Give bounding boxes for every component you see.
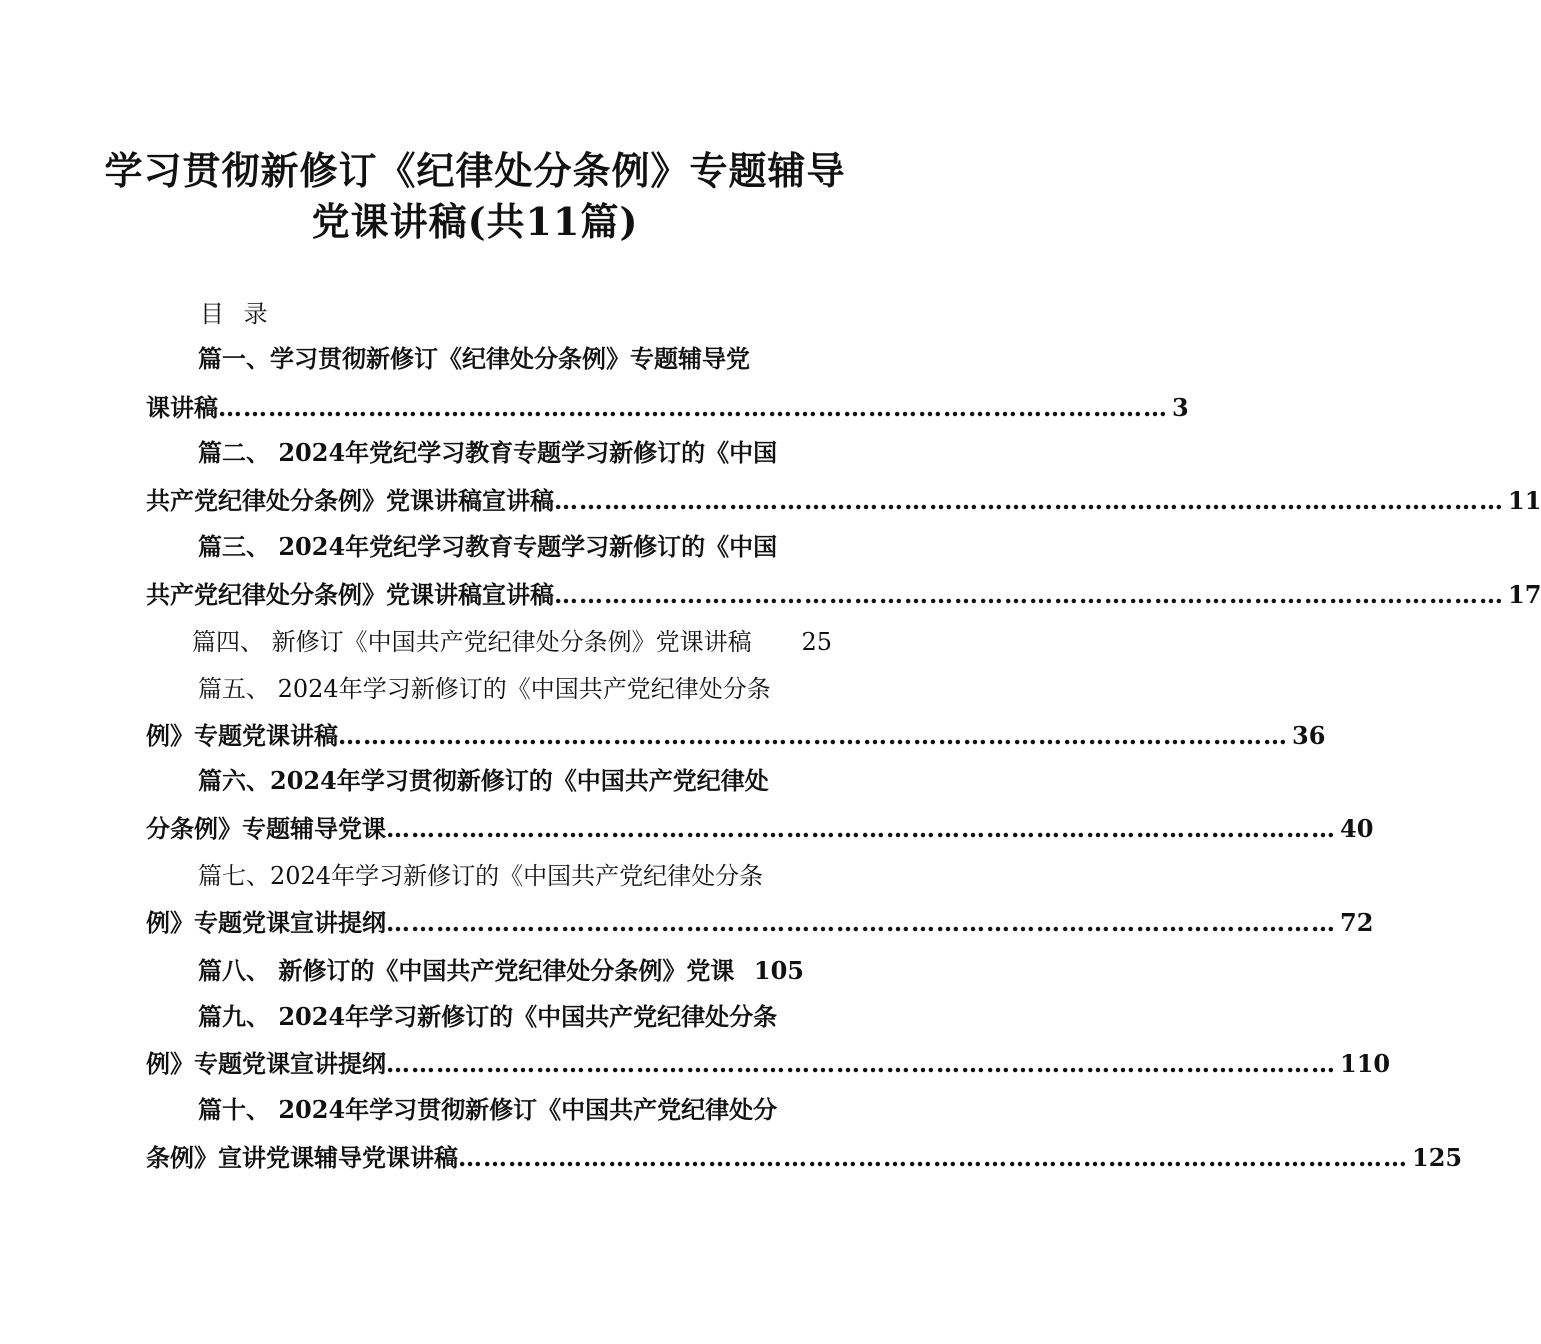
toc-entry-8[interactable]	[198, 955, 804, 987]
toc-entry-4-page: 25	[801, 628, 832, 656]
toc-entry-9-line2[interactable]	[146, 1048, 1391, 1080]
toc-entry-10-line1[interactable]: 篇十、 2024年学习贯彻新修订《中国共产党纪律处分	[198, 1095, 778, 1124]
toc-entry-6-line1[interactable]: 篇六、2024年学习贯彻新修订的《中国共产党纪律处	[198, 766, 769, 795]
toc-dot-leader: ……………………………………………………………………………………………………	[554, 486, 1504, 515]
toc-entry-9-page: 110	[1340, 1049, 1391, 1078]
toc-entry-3-line2[interactable]	[146, 579, 1541, 611]
toc-entry-10-line2[interactable]	[146, 1142, 1463, 1174]
document-title-line1: 学习贯彻新修订《纪律处分条例》专题辅导	[104, 148, 846, 193]
toc-dot-leader: ……………………………………………………………………………………………………	[338, 721, 1288, 750]
toc-entry-8-page: 105	[753, 956, 804, 985]
toc-entry-1-line2[interactable]	[146, 392, 1189, 424]
toc-entry-8-text: 篇八、 新修订的《中国共产党纪律处分条例》党课	[198, 956, 735, 985]
toc-heading: 目 录	[200, 300, 274, 328]
toc-dot-leader: ……………………………………………………………………………………………………	[386, 814, 1336, 843]
toc-entry-2-page: 11	[1508, 486, 1541, 515]
toc-entry-4-text: 篇四、 新修订《中国共产党纪律处分条例》党课讲稿	[192, 628, 752, 656]
toc-dot-leader: ……………………………………………………………………………………………………	[386, 908, 1336, 937]
toc-entry-1-page: 3	[1172, 393, 1189, 422]
toc-dot-leader: ……………………………………………………………………………………………………	[458, 1143, 1408, 1172]
toc-entry-2-line1[interactable]: 篇二、 2024年党纪学习教育专题学习新修订的《中国	[198, 438, 778, 467]
toc-entry-5-line1[interactable]: 篇五、 2024年学习新修订的《中国共产党纪律处分条	[198, 675, 771, 703]
toc-dot-leader: ……………………………………………………………………………………………………	[386, 1049, 1336, 1078]
toc-entry-6-page: 40	[1340, 814, 1374, 843]
toc-entry-5-line2[interactable]	[146, 720, 1326, 752]
toc-entry-1-text: 课讲稿	[146, 393, 218, 422]
toc-entry-9-text: 例》专题党课宣讲提纲	[146, 1049, 386, 1078]
toc-entry-7-line1[interactable]: 篇七、2024年学习新修订的《中国共产党纪律处分条	[198, 862, 764, 890]
toc-dot-leader: ……………………………………………………………………………………………………	[218, 393, 1168, 422]
toc-entry-9-line1[interactable]: 篇九、 2024年学习新修订的《中国共产党纪律处分条	[198, 1002, 778, 1031]
toc-entry-3-line1[interactable]: 篇三、 2024年党纪学习教育专题学习新修订的《中国	[198, 532, 778, 561]
toc-entry-2-text: 共产党纪律处分条例》党课讲稿宣讲稿	[146, 486, 554, 515]
toc-entry-6-line2[interactable]	[146, 813, 1374, 845]
toc-entry-3-text: 共产党纪律处分条例》党课讲稿宣讲稿	[146, 580, 554, 609]
toc-entry-1-line1[interactable]: 篇一、学习贯彻新修订《纪律处分条例》专题辅导党	[198, 344, 750, 373]
toc-entry-2-line2[interactable]	[146, 485, 1541, 517]
toc-entry-7-line2[interactable]	[146, 907, 1374, 939]
toc-entry-10-text: 条例》宣讲党课辅导党课讲稿	[146, 1143, 458, 1172]
document-title-line2: 党课讲稿(共11篇)	[311, 199, 639, 244]
toc-entry-5-page: 36	[1292, 721, 1326, 750]
toc-entry-6-text: 分条例》专题辅导党课	[146, 814, 386, 843]
toc-entry-3-page: 17	[1508, 580, 1541, 609]
toc-entry-10-page: 125	[1412, 1143, 1463, 1172]
toc-entry-7-text: 例》专题党课宣讲提纲	[146, 908, 386, 937]
toc-entry-7-page: 72	[1340, 908, 1374, 937]
toc-entry-4[interactable]	[192, 626, 832, 658]
toc-dot-leader: ……………………………………………………………………………………………………	[554, 580, 1504, 609]
toc-entry-5-text: 例》专题党课讲稿	[146, 721, 338, 750]
